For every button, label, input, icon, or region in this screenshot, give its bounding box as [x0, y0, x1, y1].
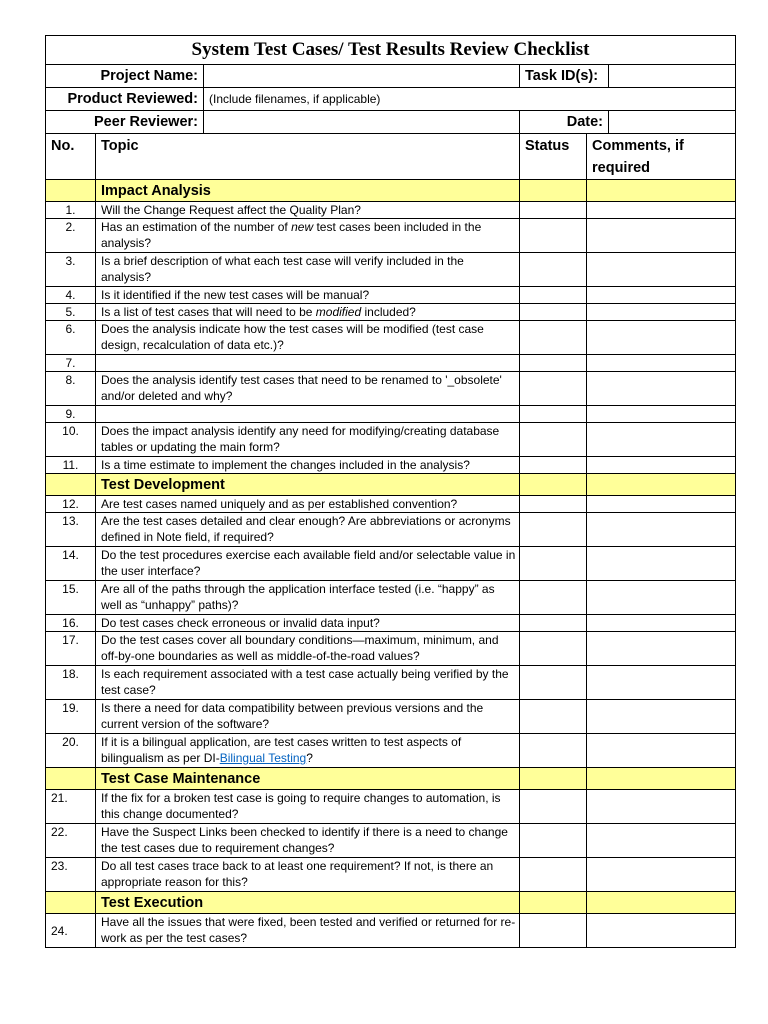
- comments-cell[interactable]: [587, 615, 736, 632]
- status-cell[interactable]: [520, 615, 587, 632]
- status-cell[interactable]: [520, 457, 587, 474]
- test-execution-section: [46, 892, 736, 948]
- section-comments-cell: [587, 180, 736, 202]
- item-question-emphasis: modified: [315, 305, 362, 319]
- item-number: 3.: [46, 253, 96, 287]
- item-question: Does the impact analysis identify any need for modifying/creating database tables or updating the main form?: [96, 423, 520, 457]
- item-question: [96, 304, 520, 321]
- item-question: Is a brief description of what each test case will verify included in the analysis?: [96, 253, 520, 287]
- peer-reviewer-field[interactable]: [204, 111, 520, 134]
- item-question: [96, 734, 520, 768]
- item-question: [96, 219, 520, 253]
- status-cell[interactable]: [520, 253, 587, 287]
- item-number: 8.: [46, 372, 96, 406]
- checklist-row: [46, 581, 736, 615]
- product-reviewed-label: Product Reviewed:: [46, 88, 204, 111]
- comments-cell[interactable]: [587, 355, 736, 372]
- task-id-field[interactable]: [609, 65, 736, 88]
- comments-cell[interactable]: [587, 287, 736, 304]
- comments-cell[interactable]: [587, 372, 736, 406]
- section-header-row: [46, 892, 736, 914]
- column-header-comments-line2: required: [592, 160, 651, 176]
- comments-cell[interactable]: [587, 321, 736, 355]
- comments-cell[interactable]: [587, 202, 736, 219]
- checklist-row: [46, 824, 736, 858]
- status-cell[interactable]: [520, 219, 587, 253]
- status-cell[interactable]: [520, 581, 587, 615]
- item-number: 18.: [46, 666, 96, 700]
- item-number: 7.: [46, 355, 96, 372]
- item-question: Do all test cases trace back to at least one requirement? If not, is there an appropriate reason for this?: [96, 858, 520, 892]
- comments-cell[interactable]: [587, 581, 736, 615]
- comments-cell[interactable]: [587, 423, 736, 457]
- item-question: Is there a need for data compatibility between previous versions and the current version of the software?: [96, 700, 520, 734]
- comments-cell[interactable]: [587, 700, 736, 734]
- item-question-text: Is a list of test cases that will need to be: [101, 305, 316, 319]
- status-cell[interactable]: [520, 632, 587, 666]
- checklist-row: [46, 790, 736, 824]
- checklist-row: [46, 321, 736, 355]
- comments-cell[interactable]: [587, 219, 736, 253]
- impact-analysis-section: [46, 180, 736, 474]
- comments-cell[interactable]: [587, 632, 736, 666]
- item-number: 23.: [46, 858, 96, 892]
- status-cell[interactable]: [520, 666, 587, 700]
- section-header-row: [46, 768, 736, 790]
- status-cell[interactable]: [520, 287, 587, 304]
- checklist-row: [46, 700, 736, 734]
- section-status-cell: [520, 892, 587, 914]
- section-status-cell: [520, 180, 587, 202]
- checklist-row: [46, 287, 736, 304]
- section-header-no: [46, 768, 96, 790]
- item-question: Will the Change Request affect the Quality Plan?: [96, 202, 520, 219]
- item-number: 15.: [46, 581, 96, 615]
- comments-cell[interactable]: [587, 547, 736, 581]
- status-cell[interactable]: [520, 406, 587, 423]
- comments-cell[interactable]: [587, 858, 736, 892]
- section-comments-cell: [587, 474, 736, 496]
- checklist-row: [46, 513, 736, 547]
- item-number: 20.: [46, 734, 96, 768]
- bilingual-testing-link[interactable]: Bilingual Testing: [219, 751, 307, 765]
- comments-cell[interactable]: [587, 824, 736, 858]
- checklist-table: [45, 35, 736, 948]
- checklist-row: [46, 914, 736, 948]
- checklist-row: [46, 253, 736, 287]
- status-cell[interactable]: [520, 372, 587, 406]
- item-question: Are all of the paths through the application interface tested (i.e. “happy” as well as “unhappy” paths)?: [96, 581, 520, 615]
- item-question-text: Has an estimation of the number of: [101, 220, 292, 234]
- document-title: System Test Cases/ Test Results Review Checklist: [46, 36, 736, 65]
- item-question: Is each requirement associated with a test case actually being verified by the test case?: [96, 666, 520, 700]
- checklist-row: [46, 202, 736, 219]
- section-status-cell: [520, 768, 587, 790]
- item-number: 1.: [46, 202, 96, 219]
- item-number: 6.: [46, 321, 96, 355]
- section-header-no: [46, 474, 96, 496]
- item-question: [96, 355, 520, 372]
- item-question-text: test cases been included in the analysis?: [101, 220, 482, 250]
- item-question: Is a time estimate to implement the changes included in the analysis?: [96, 457, 520, 474]
- status-cell[interactable]: [520, 202, 587, 219]
- item-question: Have all the issues that were fixed, been tested and verified or returned for re-work as per the test cases?: [96, 914, 520, 948]
- checklist-row: [46, 666, 736, 700]
- comments-cell[interactable]: [587, 253, 736, 287]
- section-comments-cell: [587, 768, 736, 790]
- task-id-label: Task ID(s):: [520, 65, 609, 88]
- item-number: 10.: [46, 423, 96, 457]
- item-question: Is it identified if the new test cases will be manual?: [96, 287, 520, 304]
- test-development-section: [46, 474, 736, 768]
- peer-reviewer-label: Peer Reviewer:: [46, 111, 204, 134]
- status-cell[interactable]: [520, 700, 587, 734]
- status-cell[interactable]: [520, 824, 587, 858]
- item-number: 17.: [46, 632, 96, 666]
- item-question: Are the test cases detailed and clear enough? Are abbreviations or acronyms defined in Note field, if required?: [96, 513, 520, 547]
- item-question: Do the test cases cover all boundary conditions—maximum, minimum, and off-by-one boundaries as well as middle-of-the-road values?: [96, 632, 520, 666]
- product-reviewed-field[interactable]: (Include filenames, if applicable): [204, 88, 736, 111]
- checklist-row: [46, 372, 736, 406]
- item-number: 14.: [46, 547, 96, 581]
- comments-cell[interactable]: [587, 914, 736, 948]
- item-number: 22.: [46, 824, 96, 858]
- item-question: Have the Suspect Links been checked to identify if there is a need to change the test cases due to requirement changes?: [96, 824, 520, 858]
- item-question-text: If it is a bilingual application, are test cases written to test aspects of bilingualism as per DI-: [101, 735, 462, 765]
- item-number: 11.: [46, 457, 96, 474]
- section-header-row: [46, 180, 736, 202]
- item-question: If the fix for a broken test case is going to require changes to automation, is this change documented?: [96, 790, 520, 824]
- column-header-status: Status: [520, 134, 587, 180]
- status-cell[interactable]: [520, 790, 587, 824]
- checklist-row: [46, 423, 736, 457]
- item-question-emphasis: new: [291, 220, 314, 234]
- checklist-row: [46, 219, 736, 253]
- checklist-row: [46, 355, 736, 372]
- status-cell[interactable]: [520, 423, 587, 457]
- item-number: 5.: [46, 304, 96, 321]
- project-name-field[interactable]: [204, 65, 520, 88]
- checklist-row: [46, 858, 736, 892]
- comments-cell[interactable]: [587, 790, 736, 824]
- date-label: Date:: [520, 111, 609, 134]
- section-title: Test Development: [96, 474, 520, 496]
- status-cell[interactable]: [520, 304, 587, 321]
- status-cell[interactable]: [520, 496, 587, 513]
- comments-cell[interactable]: [587, 734, 736, 768]
- column-header-no: No.: [46, 134, 96, 180]
- item-number: 21.: [46, 790, 96, 824]
- item-question: Does the analysis identify test cases that need to be renamed to '_obsolete' and/or deleted and why?: [96, 372, 520, 406]
- section-header-row: [46, 474, 736, 496]
- section-comments-cell: [587, 892, 736, 914]
- item-question: Do the test procedures exercise each available field and/or selectable value in the user interface?: [96, 547, 520, 581]
- column-header-comments: [587, 134, 736, 180]
- item-question: Are test cases named uniquely and as per established convention?: [96, 496, 520, 513]
- checklist-row: [46, 632, 736, 666]
- column-header-row: [46, 134, 736, 180]
- item-question: Does the analysis indicate how the test cases will be modified (test case design, recalculation of data etc.)?: [96, 321, 520, 355]
- item-number: 4.: [46, 287, 96, 304]
- item-number: 13.: [46, 513, 96, 547]
- checklist-row: [46, 547, 736, 581]
- column-header-comments-line1: Comments, if: [592, 138, 684, 154]
- date-field[interactable]: [609, 111, 736, 134]
- checklist-row: [46, 615, 736, 632]
- item-number: 19.: [46, 700, 96, 734]
- status-cell[interactable]: [520, 321, 587, 355]
- item-number: 9.: [46, 406, 96, 423]
- item-number: 16.: [46, 615, 96, 632]
- section-status-cell: [520, 474, 587, 496]
- section-title: Test Case Maintenance: [96, 768, 520, 790]
- checklist-row: [46, 304, 736, 321]
- comments-cell[interactable]: [587, 457, 736, 474]
- checklist-row: [46, 734, 736, 768]
- status-cell[interactable]: [520, 914, 587, 948]
- review-checklist-page: [45, 35, 735, 948]
- status-cell[interactable]: [520, 547, 587, 581]
- project-name-label: Project Name:: [46, 65, 204, 88]
- section-title: Test Execution: [96, 892, 520, 914]
- section-title: Impact Analysis: [96, 180, 520, 202]
- test-case-maintenance-section: [46, 768, 736, 892]
- item-question: [96, 406, 520, 423]
- column-header-topic: Topic: [96, 134, 520, 180]
- item-number: 2.: [46, 219, 96, 253]
- comments-cell[interactable]: [587, 513, 736, 547]
- status-cell[interactable]: [520, 734, 587, 768]
- comments-cell[interactable]: [587, 666, 736, 700]
- item-question-text: ?: [306, 751, 313, 765]
- item-question-text: included?: [361, 305, 416, 319]
- comments-cell[interactable]: [587, 406, 736, 423]
- checklist-row: [46, 457, 736, 474]
- item-number: 12.: [46, 496, 96, 513]
- section-header-no: [46, 180, 96, 202]
- checklist-row: [46, 496, 736, 513]
- status-cell[interactable]: [520, 513, 587, 547]
- status-cell[interactable]: [520, 858, 587, 892]
- comments-cell[interactable]: [587, 304, 736, 321]
- item-question: Do test cases check erroneous or invalid data input?: [96, 615, 520, 632]
- section-header-no: [46, 892, 96, 914]
- comments-cell[interactable]: [587, 496, 736, 513]
- status-cell[interactable]: [520, 355, 587, 372]
- item-number: 24.: [46, 914, 96, 948]
- checklist-row: [46, 406, 736, 423]
